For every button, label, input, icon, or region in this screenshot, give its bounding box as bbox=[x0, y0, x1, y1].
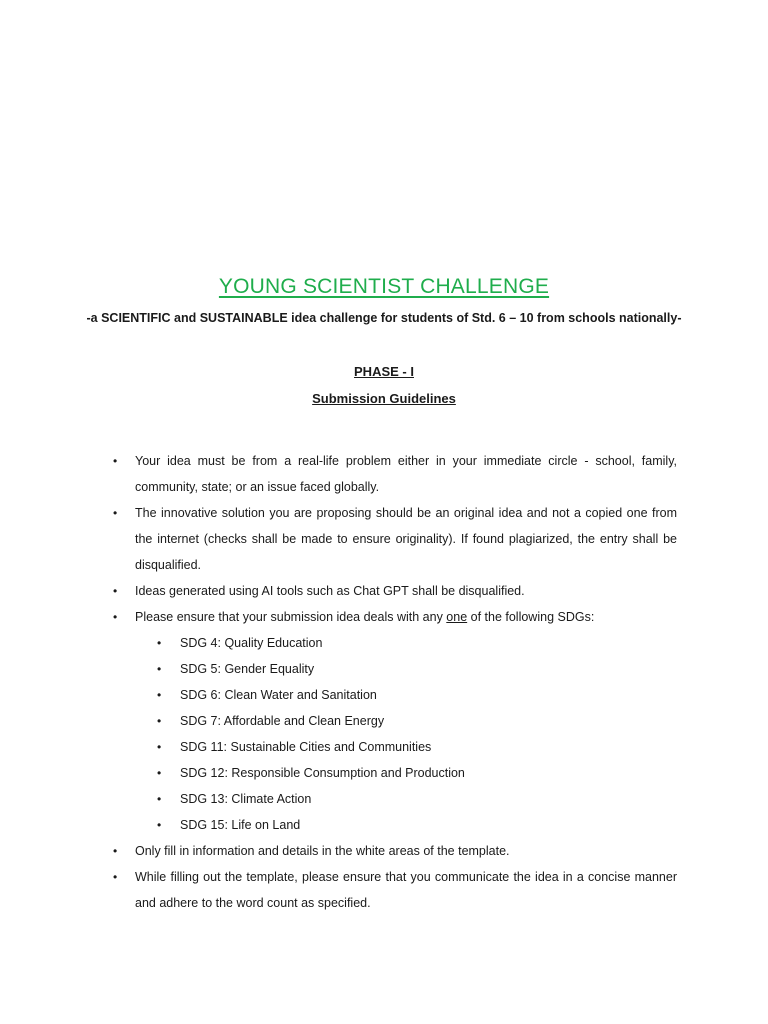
sdg-item bbox=[0, 708, 768, 734]
bullet-icon: • bbox=[157, 636, 162, 650]
bullet-icon: • bbox=[157, 766, 162, 780]
guideline-text: Ideas generated using AI tools such as Chat GPT shall be disqualified. bbox=[135, 584, 525, 598]
bullet-icon: • bbox=[113, 506, 118, 520]
sdg-text: SDG 7: Affordable and Clean Energy bbox=[180, 714, 385, 728]
sdg-text: SDG 11: Sustainable Cities and Communities bbox=[180, 740, 432, 754]
sdg-item bbox=[0, 734, 768, 760]
sdg-text: SDG 6: Clean Water and Sanitation bbox=[180, 688, 377, 702]
sdg-item bbox=[0, 630, 768, 656]
sdg-item bbox=[0, 656, 768, 682]
bullet-icon: • bbox=[157, 792, 162, 806]
bullet-icon: • bbox=[113, 844, 118, 858]
bullet-icon: • bbox=[113, 454, 118, 468]
sdg-text: SDG 13: Climate Action bbox=[180, 792, 312, 806]
document-subtitle: -a SCIENTIFIC and SUSTAINABLE idea challenge for students of Std. 6 – 10 from schools nationally- bbox=[86, 311, 682, 325]
sdg-text: SDG 5: Gender Equality bbox=[180, 662, 315, 676]
sdg-intro-after: of the following SDGs: bbox=[467, 610, 595, 624]
sdg-item bbox=[0, 760, 768, 786]
guideline-text: The innovative solution you are proposing should be an original idea and not a copied one from the internet (checks shall be made to ensure originality). If found plagiarized, the entry shall be disqualified. bbox=[135, 506, 677, 572]
bullet-icon: • bbox=[157, 818, 162, 832]
bullet-icon: • bbox=[157, 662, 162, 676]
sdg-text: SDG 4: Quality Education bbox=[180, 636, 323, 650]
sdg-item bbox=[0, 786, 768, 812]
bullet-icon: • bbox=[157, 740, 162, 754]
guidelines-list bbox=[0, 448, 768, 916]
guideline-item bbox=[0, 864, 677, 916]
sdg-intro-emphasis: one bbox=[446, 610, 468, 624]
sdg-text: SDG 12: Responsible Consumption and Production bbox=[180, 766, 465, 780]
guideline-item-sdg bbox=[0, 604, 677, 630]
bullet-icon: • bbox=[113, 870, 118, 884]
document-title: YOUNG SCIENTIST CHALLENGE bbox=[218, 275, 550, 298]
guideline-item bbox=[0, 500, 677, 578]
section-heading: Submission Guidelines bbox=[312, 391, 456, 406]
sdg-text: SDG 15: Life on Land bbox=[180, 818, 301, 832]
guideline-item bbox=[0, 838, 677, 864]
bullet-icon: • bbox=[113, 610, 118, 624]
sdg-item bbox=[0, 812, 768, 838]
guideline-text: While filling out the template, please ensure that you communicate the idea in a concise manner and adhere to the word count as specified. bbox=[135, 870, 677, 910]
bullet-icon: • bbox=[157, 714, 162, 728]
phase-heading: PHASE - I bbox=[354, 364, 414, 379]
sdg-item bbox=[0, 682, 768, 708]
bullet-icon: • bbox=[113, 584, 118, 598]
sdg-intro-before: Please ensure that your submission idea deals with any bbox=[135, 610, 447, 624]
guideline-text: Your idea must be from a real-life problem either in your immediate circle - school, family, community, state; or an issue faced globally. bbox=[135, 454, 677, 494]
sdg-list bbox=[0, 630, 768, 838]
guideline-item bbox=[0, 578, 677, 604]
bullet-icon: • bbox=[157, 688, 162, 702]
guideline-text: Only fill in information and details in the white areas of the template. bbox=[135, 844, 510, 858]
guideline-item bbox=[0, 448, 677, 500]
